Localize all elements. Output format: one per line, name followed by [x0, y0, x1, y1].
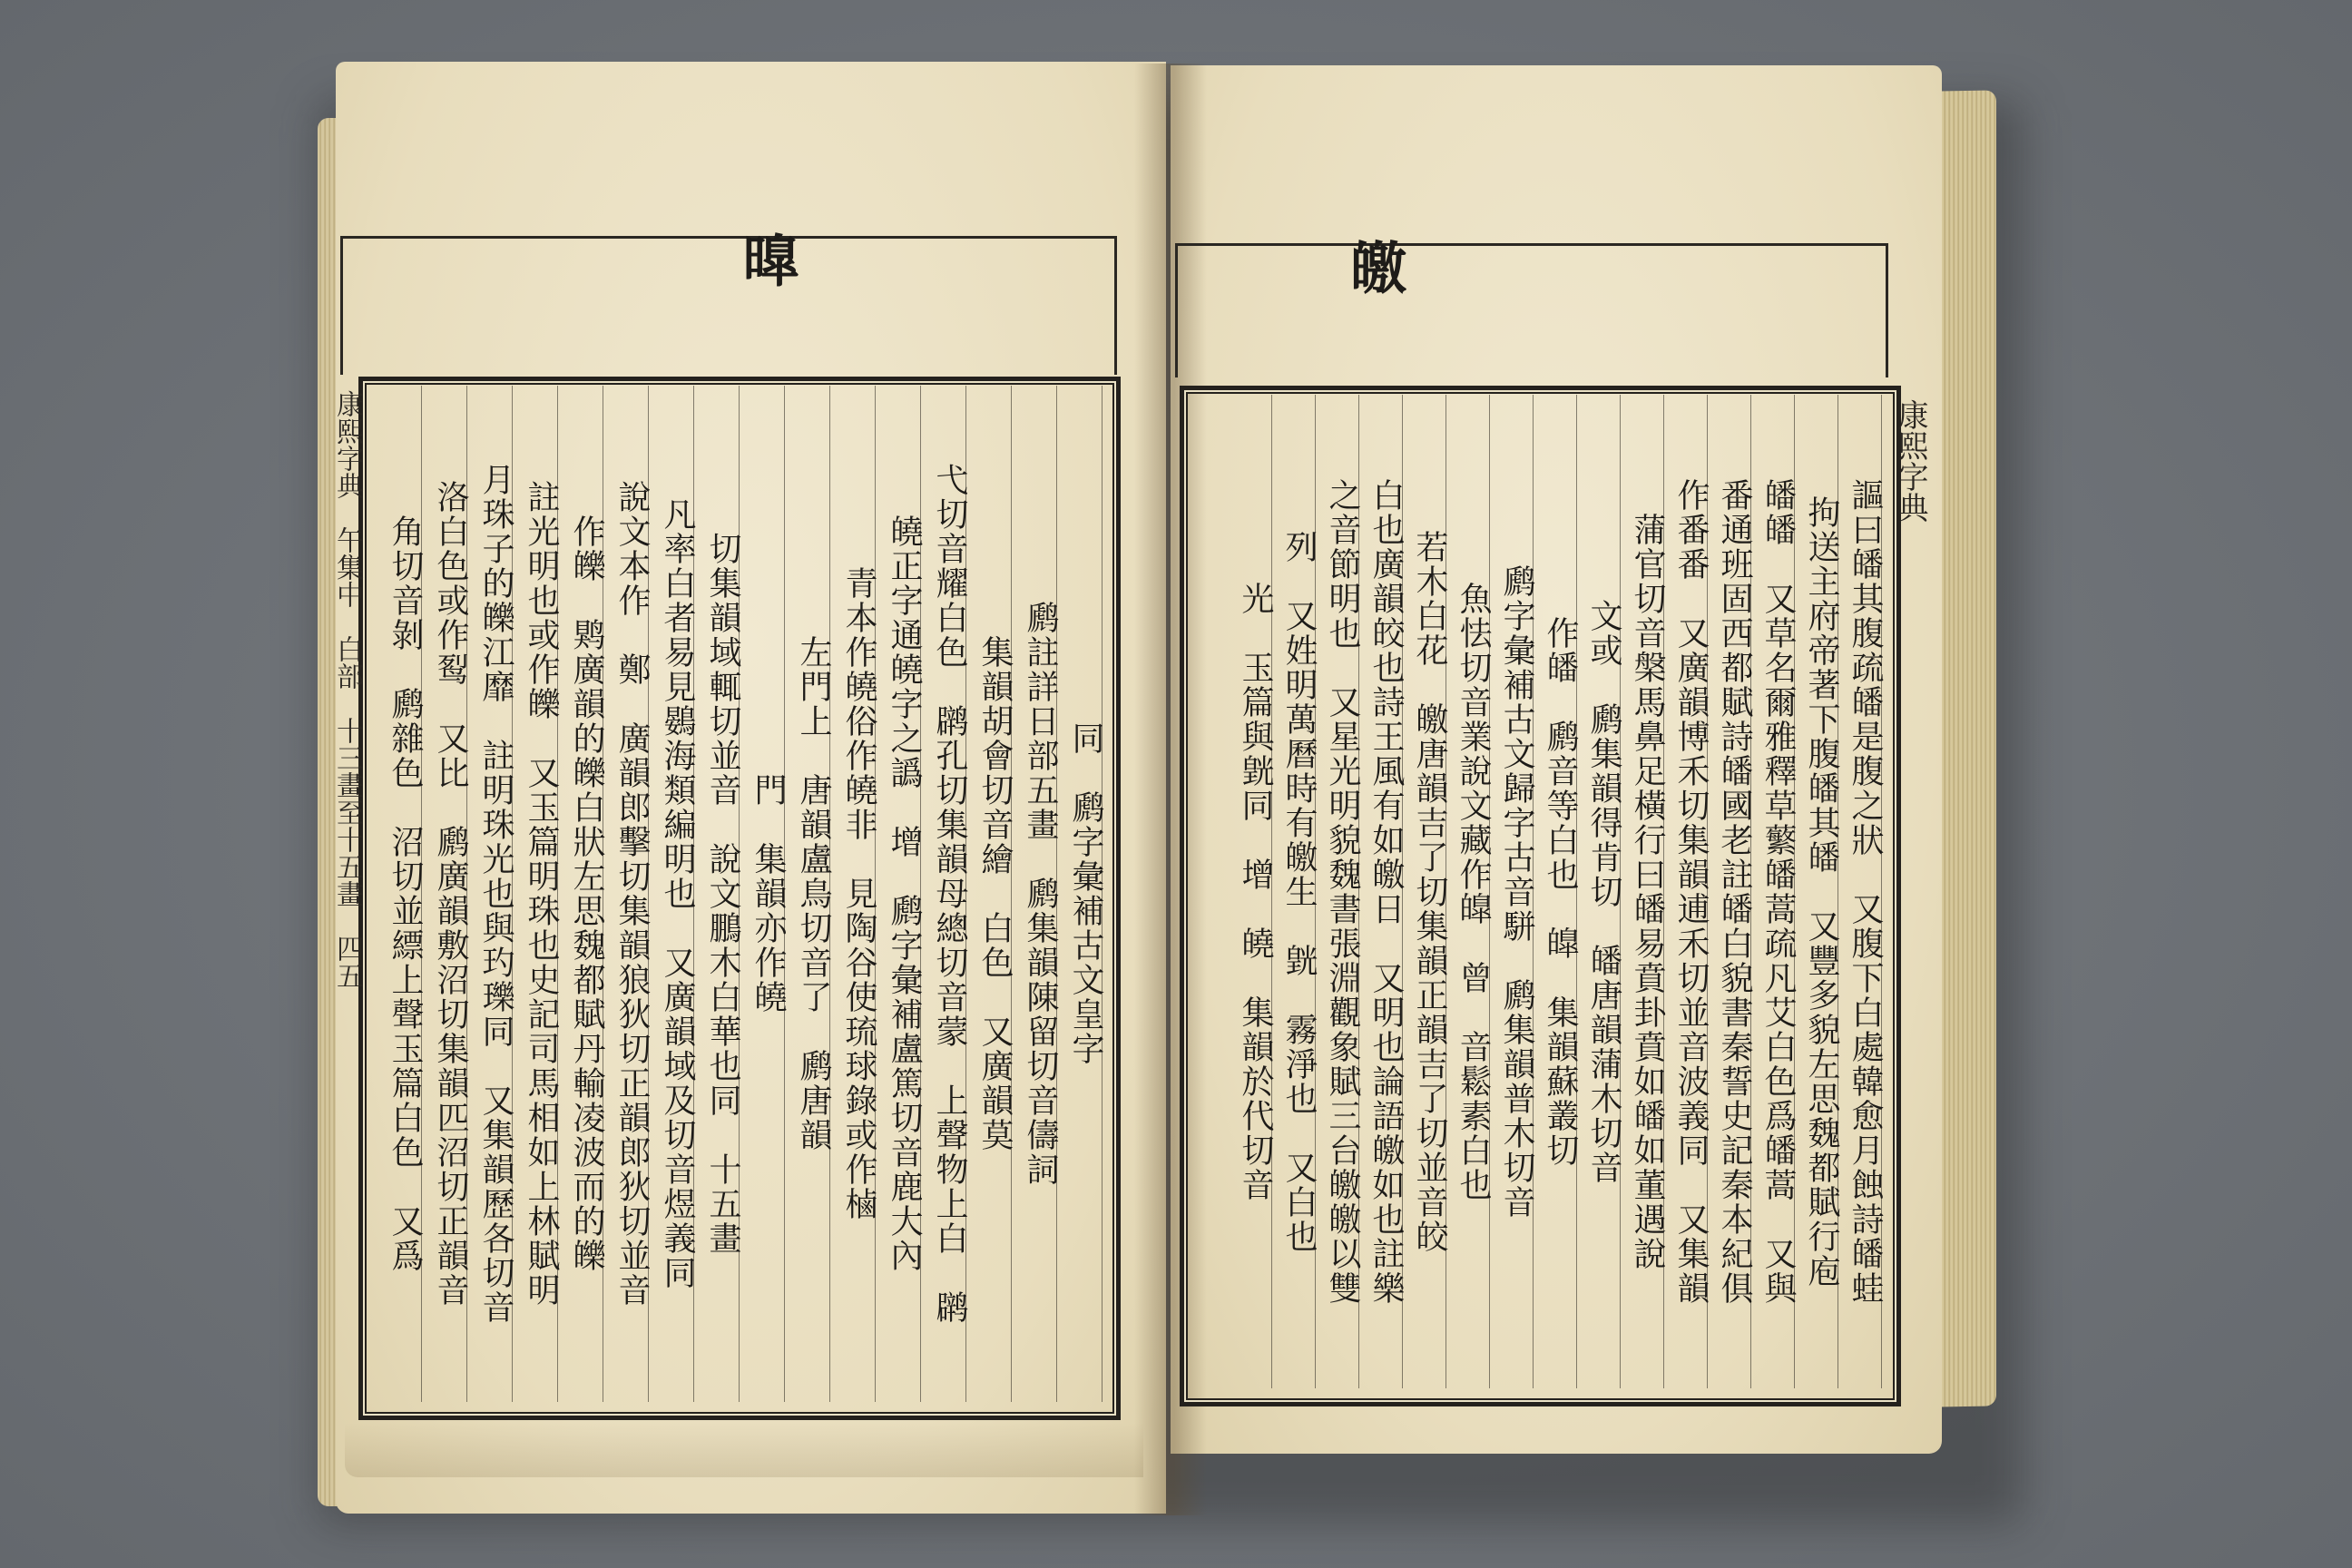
text-column: 左門上 唐韻盧鳥切音了 䴘唐韻 [785, 386, 830, 1402]
text-column: 註光明也或作皪 又玉篇明珠也史記司馬相如上林賦明 [513, 386, 558, 1402]
text-column: 作皪 䴗廣韻的皪白狀左思魏都賦丹輸凌波而的皪 [558, 386, 603, 1402]
text-column: 月珠子的皪江靡 註明珠光也與玓瓅同 又集韻歷各切音 [467, 386, 513, 1402]
text-column: 番通班固西都賦詩皤國老註皤白貌書秦誓史記秦本紀俱 [1708, 395, 1751, 1388]
text-column: 同 䴘字彙補古文皇字 [1057, 386, 1102, 1402]
text-column: 洛白色或作䴕 又比 䴘廣韻敷沼切集韻匹沼切正韻音 [422, 386, 467, 1402]
left-margin-title: 康熙字典 午集中 白部 十三畫至十五畫 四五 [331, 390, 363, 989]
text-column: 作番番 又廣韻博禾切集韻逋禾切並音波義同 又集韻 [1664, 395, 1708, 1388]
right-header-band [1175, 243, 1888, 377]
text-column: 若木白花 皦唐韻吉了切集韻正韻吉了切並音皎 [1403, 395, 1446, 1388]
text-column: 角切音剝 䴘雜色 沼切並縹上聲玉篇白色 又爲 [377, 386, 422, 1402]
text-column: 作皤 䴘音等白也 皥 集韻蘇叢切 [1534, 395, 1577, 1388]
text-column: 凡率白者易見鷃海類編明也 又廣韻域及切音煜義同 [649, 386, 694, 1402]
text-column: 䴘註詳日部五畫 䴘集韻陳留切音儔詞 [1012, 386, 1057, 1402]
text-column: 說文本作 鄭 廣韻郎擊切集韻狼狄切正韻郎狄切並音 [603, 386, 649, 1402]
text-column: 皤皤 又草名爾雅釋草蘩皤蒿疏凡艾白色爲皤蒿 又與 [1751, 395, 1795, 1388]
text-column: 弋切音耀白色 䴙孔切集韻母總切音蒙 上聲物上白 䴙 [921, 386, 966, 1402]
text-column: 魚怯切音業說文藏作皥 曾 音鬆素白也 [1446, 395, 1490, 1388]
left-page-foot-shadow [345, 1423, 1143, 1477]
right-page-edges [1933, 90, 1996, 1406]
left-header-glyph: 曍 [733, 231, 799, 288]
text-column: 列 又姓明萬曆時有皦生 皝 霧淨也 又白也 [1272, 395, 1316, 1388]
text-column: 蒲官切音槃馬鼻足橫行曰皤易賁卦賁如皤如董遇說 [1621, 395, 1664, 1388]
text-column: 拘送主府帝著下腹皤其皤 又豐多貌左思魏都賦行庖 [1795, 395, 1838, 1388]
text-column: 青本作皢俗作皢非 見陶谷使琉球錄或作樐 [830, 386, 876, 1402]
text-column: 白也廣韻皎也詩王風有如皦日 又明也論語皦如也註樂 [1359, 395, 1403, 1388]
text-column: 謳曰皤其腹疏皤是腹之狀 又腹下白處韓愈月蝕詩皤蛙 [1838, 395, 1882, 1388]
text-column: 䴘字彙補古文歸字古音駢 䴘集韻普木切音 [1490, 395, 1534, 1388]
right-text-columns [1191, 395, 1882, 1388]
text-column: 文或 䴘集韻得肯切 皤唐韻蒲木切音 [1577, 395, 1621, 1388]
text-column: 集韻胡會切音繪 白色 又廣韻莫 [966, 386, 1012, 1402]
right-margin-title: 康熙字典 [1892, 399, 1928, 523]
text-column: 之音節明也 又星光明貌魏書張淵觀象賦三台皦皦以雙 [1316, 395, 1359, 1388]
text-column: 皢正字通皢字之譌 增 䴘字彙補盧篤切音鹿大內 [876, 386, 921, 1402]
text-column: 光 玉篇與皝同 增 皢 集韻於代切音 [1229, 395, 1272, 1388]
text-column: 切集韻域輒切並音 說文鵬木白華也同 十五畫 [694, 386, 740, 1402]
right-header-glyph: 皦 [1341, 239, 1407, 295]
text-column: 門 集韻亦作皢 [740, 386, 785, 1402]
left-text-columns [372, 386, 1102, 1402]
